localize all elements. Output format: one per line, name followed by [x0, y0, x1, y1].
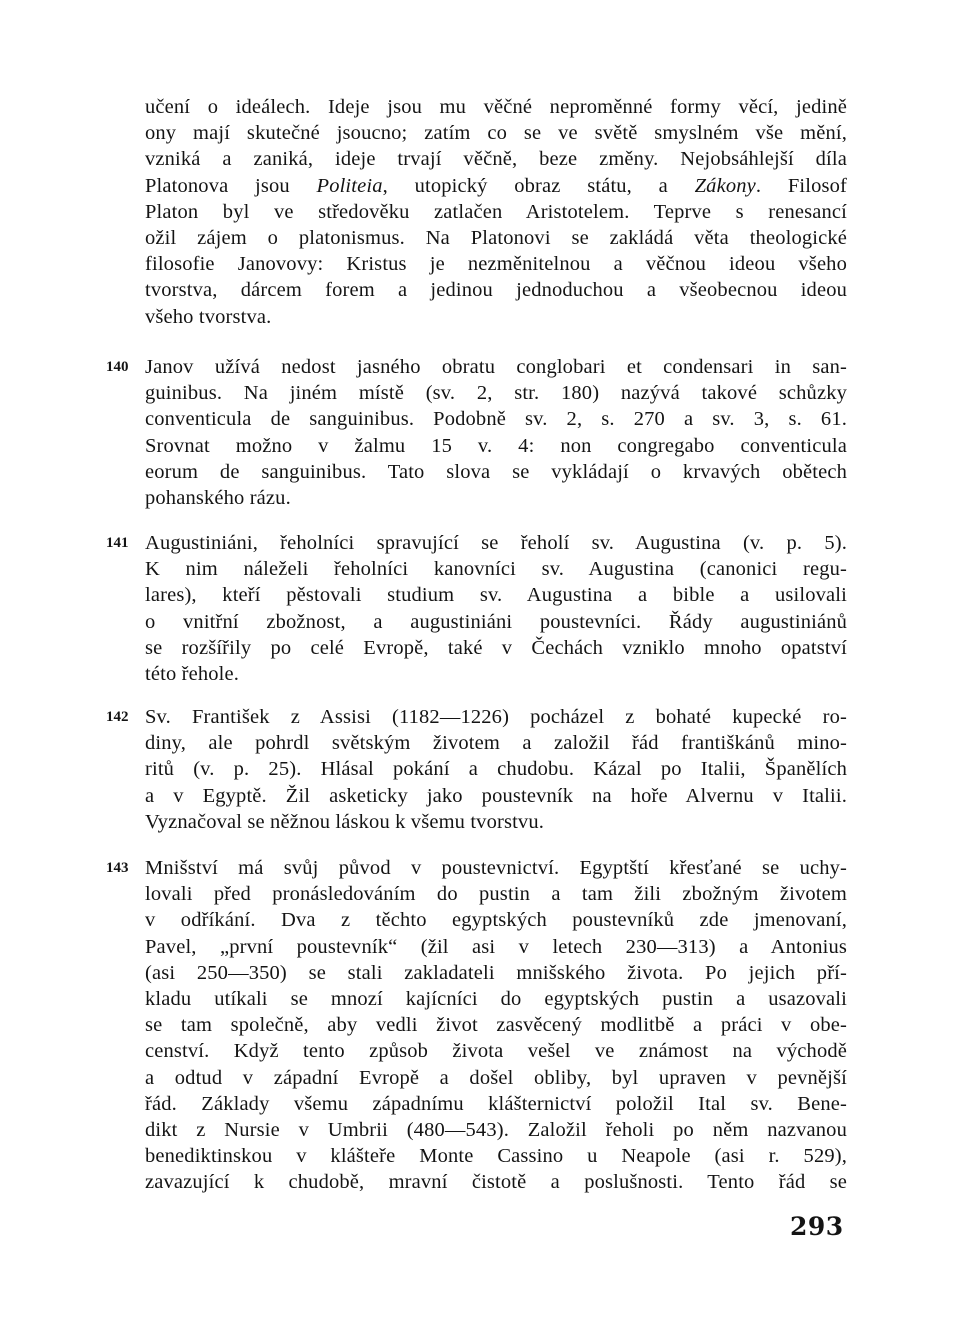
text-line: této řehole.: [145, 662, 240, 685]
text-line: Pavel, „první poustevník“ (žil asi v letech 230—313) a Antonius: [145, 935, 847, 958]
text-line: vzniká a zaniká, ideje trvají věčně, beze změny. Nejobsáhlejší díla: [145, 148, 847, 171]
text-line: benediktinskou v klášteře Monte Cassino u Neapole (asi r. 529),: [145, 1145, 847, 1168]
text-line: kladu utíkali se mnozí kajícníci do egyptských pustin a usazovali: [145, 987, 847, 1010]
text-line: Mnišství má svůj původ v poustevnictví. Egyptští křesťané se uchy-: [145, 857, 847, 879]
note-number: 143: [106, 860, 129, 876]
text-line: a v Egyptě. Žil asketicky jako poustevník na hoře Alvernu v Italii.: [145, 784, 847, 807]
footnote-142: [145, 704, 847, 835]
text-line: dikt z Nursie v Umbrii (480—543). Založil řeholi po něm nazvanou: [145, 1118, 847, 1141]
text-line: Janov užívá nedost jasného obratu conglobari et condensari in san-: [145, 356, 847, 378]
text-line: ony mají skutečné jsoucno; zatím co se ve světě smyslném vše mění,: [145, 122, 847, 145]
text-line: Sv. František z Assisi (1182—1226) pocházel z bohaté kupecké ro-: [145, 706, 847, 728]
footnote-141: [145, 530, 847, 687]
text-line: filosofie Janovovy: Kristus je nezměnitelnou a věčnou ideou všeho: [145, 253, 847, 276]
text-line: zavazující k chudobě, mravní čistotě a poslušnosti. Tento řád se: [145, 1171, 847, 1194]
text-line: lares), kteří pěstovali studium sv. Augustina a bible a usilovali: [145, 584, 847, 607]
text-line: K nim náleželi řeholníci kanovníci sv. Augustina (canonici regu-: [145, 558, 847, 581]
text-line: Srovnat možno v žalmu 15 v. 4: non congregabo conventicula: [145, 434, 847, 457]
text-line: v odříkání. Dva z těchto egyptských poustevníků zde jmenovaní,: [145, 909, 847, 932]
text-line: Vyznačoval se něžnou láskou k všemu tvorstvu.: [145, 810, 545, 833]
text-line: řád. Základy všemu západnímu klášternictví položil Ital sv. Bene-: [145, 1092, 847, 1115]
footnote-140: [145, 354, 847, 511]
note-number: 141: [106, 535, 129, 551]
text-line: Platonova jsou Politeia, utopický obraz státu, a Zákony. Filosof: [145, 174, 847, 197]
text-line: diny, ale pohrdl světským životem a založil řád františkánů mino-: [145, 732, 847, 755]
text-line: Augustiniáni, řeholníci spravující se řeholí sv. Augustina (v. p. 5).: [145, 532, 847, 554]
text-line: pohanského rázu.: [145, 486, 291, 509]
text-line: všeho tvorstva.: [145, 305, 272, 328]
note-number: 140: [106, 359, 129, 375]
page-number: 293: [790, 1212, 844, 1241]
text-line: se tam společně, aby vedli život zasvěcený modlitbě a práci v obe-: [145, 1014, 847, 1037]
text-line: conventicula de sanguinibus. Podobně sv. 2, s. 270 a sv. 3, s. 61.: [145, 408, 847, 431]
text-line: (asi 250—350) se stali zakladateli mnišského života. Po jejich pří-: [145, 961, 847, 984]
text-line: učení o ideálech. Ideje jsou mu věčné neproměnné formy věcí, jedině: [145, 96, 847, 118]
text-line: lovali před pronásledováním do pustin a tam žili zbožným životem: [145, 883, 847, 906]
text-line: ožil zájem o platonismus. Na Platonovi se zakládá věta theologické: [145, 226, 847, 249]
text-line: a odtud v západní Evropě a došel obliby, byl upraven v pevnější: [145, 1066, 847, 1089]
text-line: guinibus. Na jiném místě (sv. 2, str. 180) nazývá takové schůzky: [145, 382, 847, 405]
text-line: ritů (v. p. 25). Hlásal pokání a chudobu. Kázal po Italii, Španělích: [145, 758, 847, 781]
continuation-paragraph: [145, 94, 847, 330]
text-line: eorum de sanguinibus. Tato slova se vykládají o krvavých obětech: [145, 460, 847, 483]
text-line: se rozšířily po celé Evropě, také v Čechách vzniklo mnoho opatství: [145, 636, 847, 659]
text-line: Platon byl ve středověku zatlačen Aristotelem. Teprve s renesancí: [145, 200, 847, 223]
footnote-143: [145, 855, 847, 1195]
text-line: o vnitřní zbožnost, a augustiniáni poustevníci. Řády augustiniánů: [145, 610, 847, 633]
note-number: 142: [106, 709, 129, 725]
text-line: tvorstva, dárcem forem a jedinou jednoduchou a všeobecnou ideou: [145, 279, 847, 302]
text-line: cenství. Když tento způsob života vešel ve známost na východě: [145, 1040, 847, 1063]
